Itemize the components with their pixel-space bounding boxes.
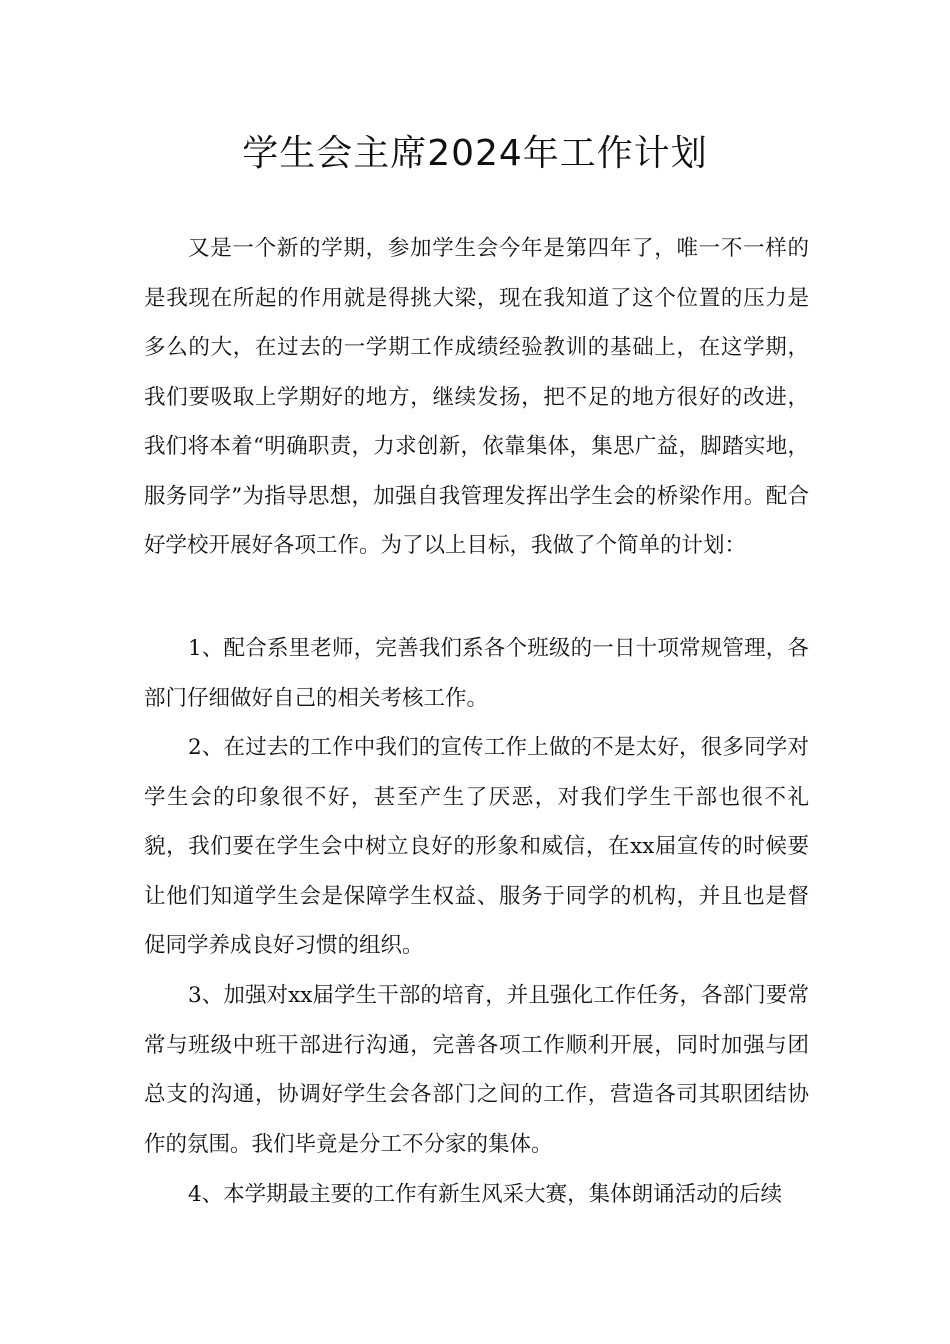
paragraph-item-4: 4、本学期最主要的工作有新生风采大赛，集体朗诵活动的后续: [188, 1182, 783, 1207]
paragraph-item-1: 1、配合系里老师，完善我们系各个班级的一日十项常规管理，各部门仔细做好自己的相关考核工作。: [144, 636, 809, 711]
paragraph-item-2: 2、在过去的工作中我们的宣传工作上做的不是太好，很多同学对学生会的印象很不好，甚至产生了厌恶，对我们学生干部也很不礼貌，我们要在学生会中树立良好的形象和威信，在xx届宣传的时候要让他们知道学生会是保障学生权益、服务于同学的机构，并且也是督促同学养成良好习惯的组织。: [144, 735, 809, 958]
paragraph-item-3: 3、加强对xx届学生干部的培育，并且强化工作任务，各部门要常常与班级中班干部进行沟通，完善各项工作顺利开展，同时加强与团总支的沟通，协调好学生会各部门之间的工作，营造各司其职团结协作的氛围。我们毕竟是分工不分家的集体。: [144, 983, 809, 1157]
document-title: 学生会主席2024年工作计划: [242, 133, 708, 174]
paragraph-intro: 又是一个新的学期，参加学生会今年是第四年了，唯一不一样的是我现在所起的作用就是得挑大梁，现在我知道了这个位置的压力是多么的大，在过去的一学期工作成绩经验教训的基础上，在这学期，我们要吸取上学期好的地方，继续发扬，把不足的地方很好的改进，我们将本着“明确职责，力求创新，依靠集体，集思广益，脚踏实地，服务同学”为指导思想，加强自我管理发挥出学生会的桥梁作用。配合好学校开展好各项工作。为了以上目标，我做了个简单的计划：: [144, 236, 809, 558]
